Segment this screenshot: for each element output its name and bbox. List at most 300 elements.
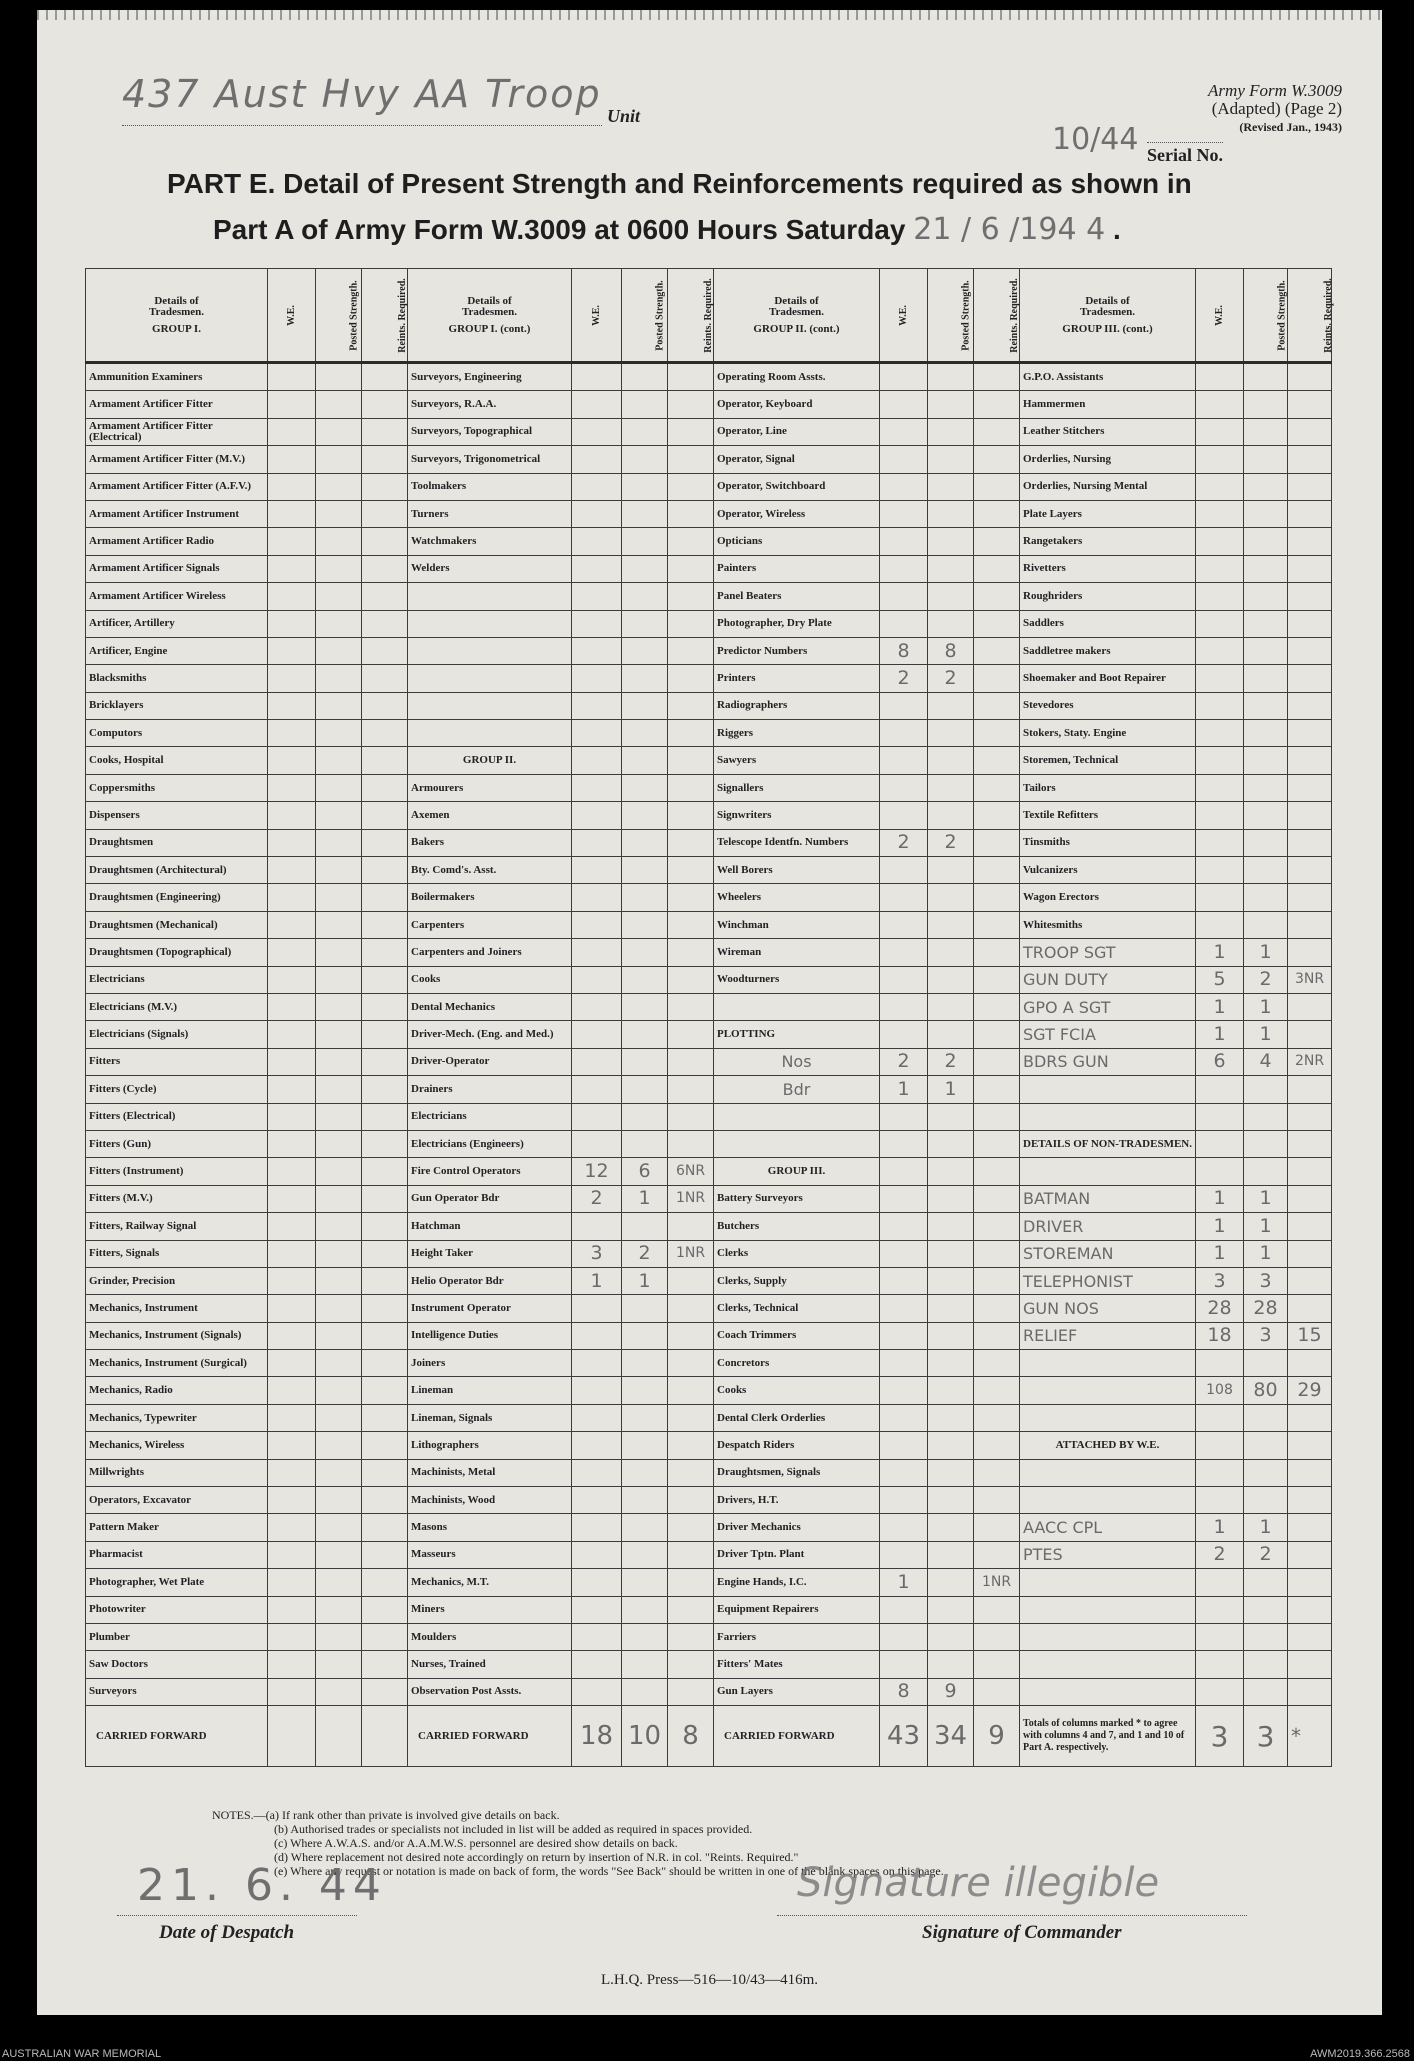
count-cell	[880, 1103, 928, 1130]
count-cell	[572, 583, 622, 610]
count-cell	[1196, 500, 1244, 527]
count-cell	[668, 1514, 714, 1541]
printer-imprint: L.H.Q. Press—516—10/43—416m.	[600, 1972, 819, 1988]
count-cell	[572, 911, 622, 938]
count-cell	[572, 802, 622, 829]
count-cell	[316, 1487, 362, 1514]
count-cell	[928, 1240, 974, 1267]
carried-forward-count: 43	[880, 1706, 928, 1767]
carried-forward-row	[86, 1706, 1332, 1767]
count-cell	[668, 665, 714, 692]
count-cell	[880, 1651, 928, 1678]
count-cell: 28	[1244, 1295, 1288, 1322]
count-cell	[572, 1487, 622, 1514]
count-cell	[268, 1350, 316, 1377]
trade-cell	[408, 692, 572, 719]
count-cell	[668, 1487, 714, 1514]
count-cell	[362, 1076, 408, 1103]
count-cell	[362, 692, 408, 719]
count-cell	[1288, 1295, 1332, 1322]
count-cell	[1244, 500, 1288, 527]
count-cell	[572, 1103, 622, 1130]
count-cell: 2	[928, 1048, 974, 1075]
archive-credit: AUSTRALIAN WAR MEMORIAL	[2, 2048, 162, 2060]
trade-cell: Stevedores	[1020, 692, 1196, 719]
count-cell	[572, 610, 622, 637]
count-cell	[1288, 1596, 1332, 1623]
trade-cell	[1020, 1377, 1196, 1404]
commander-signature: Signature illegible	[797, 1860, 1160, 1906]
count-cell	[1288, 1130, 1332, 1157]
trade-cell	[1020, 1350, 1196, 1377]
trade-cell: Toolmakers	[408, 473, 572, 500]
count-cell	[362, 1596, 408, 1623]
count-cell	[880, 774, 928, 801]
count-cell	[1196, 884, 1244, 911]
count-cell	[928, 720, 974, 747]
count-cell	[1288, 802, 1332, 829]
count-cell: 2	[928, 665, 974, 692]
count-cell	[1244, 1623, 1288, 1650]
trade-cell: Miners	[408, 1596, 572, 1623]
count-cell	[974, 1076, 1020, 1103]
count-cell	[928, 1596, 974, 1623]
count-cell	[880, 1541, 928, 1568]
count-cell	[668, 363, 714, 391]
count-cell	[1244, 774, 1288, 801]
count-cell	[668, 500, 714, 527]
count-cell	[880, 720, 928, 747]
trade-cell: Armament Artificer Wireless	[86, 583, 268, 610]
trade-cell: GUN NOS	[1020, 1295, 1196, 1322]
count-cell	[1196, 720, 1244, 747]
count-cell	[1288, 1432, 1332, 1459]
table-row	[86, 1158, 1332, 1185]
count-cell	[362, 363, 408, 391]
count-cell	[316, 665, 362, 692]
trade-cell: Masseurs	[408, 1541, 572, 1568]
count-cell	[572, 1350, 622, 1377]
trade-cell: Painters	[714, 555, 880, 582]
count-cell	[622, 993, 668, 1020]
trade-cell: Observation Post Assts.	[408, 1678, 572, 1705]
count-cell	[622, 473, 668, 500]
trade-cell: Tailors	[1020, 774, 1196, 801]
count-cell	[622, 500, 668, 527]
trade-cell	[1020, 1623, 1196, 1650]
count-cell	[316, 500, 362, 527]
table-row	[86, 939, 1332, 966]
trade-cell: Butchers	[714, 1213, 880, 1240]
count-cell: 8	[928, 637, 974, 664]
count-cell	[928, 1569, 974, 1596]
count-cell: 2	[1244, 1541, 1288, 1568]
count-cell	[268, 1569, 316, 1596]
count-cell	[880, 993, 928, 1020]
table-row	[86, 1295, 1332, 1322]
count-cell: 29	[1288, 1377, 1332, 1404]
count-cell	[1288, 1514, 1332, 1541]
count-cell	[1244, 665, 1288, 692]
count-cell: 1	[1244, 1240, 1288, 1267]
count-cell	[622, 1048, 668, 1075]
count-cell	[928, 446, 974, 473]
header-line: Details of	[1085, 294, 1130, 307]
count-cell	[268, 1377, 316, 1404]
count-cell: 5	[1196, 966, 1244, 993]
trade-cell: Cooks	[408, 966, 572, 993]
count-cell	[1244, 1103, 1288, 1130]
trade-cell: Well Borers	[714, 857, 880, 884]
count-cell: 6	[622, 1158, 668, 1185]
count-cell	[316, 1596, 362, 1623]
count-cell	[622, 1295, 668, 1322]
trade-cell: Grinder, Precision	[86, 1267, 268, 1294]
count-cell	[974, 1377, 1020, 1404]
table-row	[86, 665, 1332, 692]
table-row	[86, 1487, 1332, 1514]
trade-cell: GPO A SGT	[1020, 993, 1196, 1020]
trade-cell: Armament Artificer Radio	[86, 528, 268, 555]
count-cell	[572, 1678, 622, 1705]
count-cell	[316, 774, 362, 801]
count-cell	[1196, 1158, 1244, 1185]
count-cell	[928, 1213, 974, 1240]
table-row	[86, 391, 1332, 418]
count-cell: 1	[1244, 1021, 1288, 1048]
count-cell	[268, 1651, 316, 1678]
count-cell	[362, 555, 408, 582]
count-cell	[572, 1295, 622, 1322]
count-cell: 2	[622, 1240, 668, 1267]
trade-cell	[1020, 1404, 1196, 1431]
count-cell	[668, 911, 714, 938]
count-cell	[572, 939, 622, 966]
count-cell	[362, 1541, 408, 1568]
trade-cell: PLOTTING	[714, 1021, 880, 1048]
count-cell	[974, 665, 1020, 692]
trade-cell: Surveyors	[86, 1678, 268, 1705]
count-cell	[268, 363, 316, 391]
count-cell	[622, 665, 668, 692]
count-cell: 9	[928, 1678, 974, 1705]
trade-cell: Watchmakers	[408, 528, 572, 555]
count-cell	[362, 966, 408, 993]
count-cell	[268, 1130, 316, 1157]
count-cell	[268, 1514, 316, 1541]
table-row	[86, 1678, 1332, 1705]
table-row	[86, 583, 1332, 610]
count-cell	[1288, 1021, 1332, 1048]
count-cell	[362, 993, 408, 1020]
count-cell	[572, 500, 622, 527]
trade-cell: GROUP III.	[714, 1158, 880, 1185]
count-cell	[572, 363, 622, 391]
count-cell	[668, 1130, 714, 1157]
table-row	[86, 1651, 1332, 1678]
trade-cell: Concretors	[714, 1350, 880, 1377]
count-cell	[1288, 1651, 1332, 1678]
count-cell	[880, 473, 928, 500]
trade-cell: Predictor Numbers	[714, 637, 880, 664]
trade-cell: PTES	[1020, 1541, 1196, 1568]
count-cell	[316, 1377, 362, 1404]
trade-cell: Operator, Wireless	[714, 500, 880, 527]
count-cell	[1288, 993, 1332, 1020]
trade-cell: Opticians	[714, 528, 880, 555]
count-cell	[268, 1487, 316, 1514]
count-cell	[268, 583, 316, 610]
count-cell	[362, 1514, 408, 1541]
count-cell	[928, 583, 974, 610]
count-cell	[362, 829, 408, 856]
count-cell	[362, 884, 408, 911]
trade-cell: DETAILS OF NON-TRADESMEN.	[1020, 1130, 1196, 1157]
count-cell	[362, 1432, 408, 1459]
trade-cell	[1020, 1076, 1196, 1103]
count-cell	[622, 692, 668, 719]
trade-cell: Hatchman	[408, 1213, 572, 1240]
count-cell	[1288, 857, 1332, 884]
count-cell	[928, 473, 974, 500]
trade-cell: Bdr	[714, 1076, 880, 1103]
count-cell	[572, 1596, 622, 1623]
count-cell	[928, 1021, 974, 1048]
count-cell	[268, 1076, 316, 1103]
count-cell	[974, 500, 1020, 527]
note-line: (c) Where A.W.A.S. and/or A.A.M.W.S. personnel are desired show details on back.	[274, 1836, 678, 1850]
count-cell	[268, 637, 316, 664]
table-row	[86, 500, 1332, 527]
count-cell	[622, 1021, 668, 1048]
count-cell	[668, 1651, 714, 1678]
trade-cell: Draughtsmen (Topographical)	[86, 939, 268, 966]
trade-cell	[1020, 1596, 1196, 1623]
count-cell	[928, 1267, 974, 1294]
table-row	[86, 610, 1332, 637]
header-line: GROUP I.	[152, 322, 201, 335]
count-cell	[668, 966, 714, 993]
count-cell	[316, 637, 362, 664]
count-cell	[268, 1432, 316, 1459]
count-cell	[974, 1158, 1020, 1185]
trade-cell: Sawyers	[714, 747, 880, 774]
col-header-posted	[316, 269, 362, 363]
trade-cell: Drainers	[408, 1076, 572, 1103]
count-cell	[1244, 418, 1288, 445]
count-cell	[668, 1295, 714, 1322]
trade-cell: Fitters (Instrument)	[86, 1158, 268, 1185]
count-cell	[622, 1130, 668, 1157]
trade-cell: Fitters	[86, 1048, 268, 1075]
trade-cell: Pattern Maker	[86, 1514, 268, 1541]
trade-cell: Operator, Line	[714, 418, 880, 445]
count-cell	[1244, 1158, 1288, 1185]
note-line: (b) Authorised trades or specialists not included in list will be added as required in spaces provided.	[274, 1822, 753, 1836]
trade-cell: Carpenters	[408, 911, 572, 938]
count-cell	[928, 774, 974, 801]
count-cell	[316, 583, 362, 610]
count-cell	[622, 1459, 668, 1486]
count-cell	[1244, 446, 1288, 473]
count-cell	[668, 1541, 714, 1568]
count-cell	[668, 637, 714, 664]
count-cell	[316, 993, 362, 1020]
col-header-text: Reints. Required.	[1322, 277, 1334, 353]
trade-cell: Electricians	[86, 966, 268, 993]
count-cell	[316, 1623, 362, 1650]
carried-forward-label: CARRIED FORWARD	[86, 1706, 268, 1767]
trade-cell: Cooks	[714, 1377, 880, 1404]
trade-cell	[408, 583, 572, 610]
date-of-despatch-label: Date of Despatch	[159, 1922, 295, 1943]
count-cell	[880, 911, 928, 938]
count-cell	[316, 692, 362, 719]
count-cell	[622, 1404, 668, 1431]
trade-cell: Dental Mechanics	[408, 993, 572, 1020]
count-cell	[268, 1048, 316, 1075]
despatch-date-handwritten: 21. 6. 44	[137, 1860, 387, 1911]
count-cell	[1244, 1569, 1288, 1596]
count-cell	[880, 1459, 928, 1486]
trade-cell: BDRS GUN	[1020, 1048, 1196, 1075]
trade-cell: BATMAN	[1020, 1185, 1196, 1212]
trade-cell	[1020, 1158, 1196, 1185]
count-cell	[622, 637, 668, 664]
trade-cell: Clerks, Technical	[714, 1295, 880, 1322]
trade-cell: Shoemaker and Boot Repairer	[1020, 665, 1196, 692]
count-cell	[668, 1569, 714, 1596]
trade-cell: Fitters (M.V.)	[86, 1185, 268, 1212]
count-cell	[928, 1185, 974, 1212]
count-cell: 3	[1196, 1267, 1244, 1294]
count-cell	[1244, 1596, 1288, 1623]
count-cell	[974, 802, 1020, 829]
count-cell	[1288, 1623, 1332, 1650]
col-header-we	[880, 269, 928, 363]
count-cell	[974, 1021, 1020, 1048]
count-cell	[880, 1487, 928, 1514]
count-cell	[1244, 555, 1288, 582]
count-cell	[572, 391, 622, 418]
carried-forward-count	[362, 1706, 408, 1767]
count-cell	[668, 1213, 714, 1240]
table-row	[86, 857, 1332, 884]
count-cell	[362, 1158, 408, 1185]
count-cell	[928, 692, 974, 719]
trade-cell: Storemen, Technical	[1020, 747, 1196, 774]
trade-cell: Joiners	[408, 1350, 572, 1377]
count-cell	[1196, 1432, 1244, 1459]
trade-cell: Draughtsmen, Signals	[714, 1459, 880, 1486]
count-cell	[928, 747, 974, 774]
count-cell	[668, 583, 714, 610]
trade-cell: Radiographers	[714, 692, 880, 719]
header-line: Tradesmen.	[148, 305, 205, 318]
count-cell	[362, 665, 408, 692]
count-cell	[928, 1350, 974, 1377]
count-cell	[362, 720, 408, 747]
count-cell	[316, 857, 362, 884]
count-cell: 1	[1244, 993, 1288, 1020]
count-cell	[1196, 555, 1244, 582]
count-cell	[362, 911, 408, 938]
count-cell	[572, 555, 622, 582]
table-row	[86, 1569, 1332, 1596]
count-cell	[1196, 446, 1244, 473]
count-cell: 2NR	[1288, 1048, 1332, 1075]
count-cell	[362, 1295, 408, 1322]
header-line: GROUP II. (cont.)	[753, 322, 840, 335]
trade-cell	[714, 1130, 880, 1157]
trade-cell: Vulcanizers	[1020, 857, 1196, 884]
trade-cell: Ammunition Examiners	[86, 363, 268, 391]
carried-forward-count: 3	[1244, 1706, 1288, 1767]
trade-cell: Mechanics, Radio	[86, 1377, 268, 1404]
count-cell	[1288, 1404, 1332, 1431]
count-cell	[974, 637, 1020, 664]
trade-cell: Fitters (Electrical)	[86, 1103, 268, 1130]
perforated-edge	[37, 10, 1382, 20]
col-header-text: Posted Strength.	[654, 279, 666, 351]
trade-cell: Mechanics, Typewriter	[86, 1404, 268, 1431]
count-cell	[880, 1213, 928, 1240]
count-cell: 18	[1196, 1322, 1244, 1349]
count-cell	[974, 1267, 1020, 1294]
count-cell	[928, 528, 974, 555]
trade-cell: Machinists, Metal	[408, 1459, 572, 1486]
trade-cell: ATTACHED BY W.E.	[1020, 1432, 1196, 1459]
trade-cell: Fitters, Railway Signal	[86, 1213, 268, 1240]
trade-cell: Fitters' Mates	[714, 1651, 880, 1678]
trade-cell: Tinsmiths	[1020, 829, 1196, 856]
count-cell	[1244, 1459, 1288, 1486]
trade-cell: Surveyors, Engineering	[408, 363, 572, 391]
trade-cell	[1020, 1459, 1196, 1486]
trade-cell: Draughtsmen (Architectural)	[86, 857, 268, 884]
count-cell	[622, 1651, 668, 1678]
count-cell	[1288, 637, 1332, 664]
table-row	[86, 829, 1332, 856]
count-cell	[268, 1185, 316, 1212]
trade-cell: Electricians (Signals)	[86, 1021, 268, 1048]
count-cell	[362, 500, 408, 527]
trade-cell: Mechanics, Instrument (Surgical)	[86, 1350, 268, 1377]
count-cell	[1288, 1459, 1332, 1486]
trade-cell: Leather Stitchers	[1020, 418, 1196, 445]
count-cell: 1	[1196, 1240, 1244, 1267]
count-cell	[622, 747, 668, 774]
trade-cell: GROUP II.	[408, 747, 572, 774]
count-cell	[268, 857, 316, 884]
trade-cell: Bricklayers	[86, 692, 268, 719]
count-cell	[316, 473, 362, 500]
count-cell	[1288, 911, 1332, 938]
trade-cell: Photographer, Wet Plate	[86, 1569, 268, 1596]
count-cell	[974, 1487, 1020, 1514]
count-cell	[572, 446, 622, 473]
count-cell	[362, 1678, 408, 1705]
trade-cell: Riggers	[714, 720, 880, 747]
count-cell	[1244, 1130, 1288, 1157]
trade-cell: DRIVER	[1020, 1213, 1196, 1240]
col-header-text: W.E.	[285, 304, 297, 326]
trade-cell: RELIEF	[1020, 1322, 1196, 1349]
count-cell	[316, 1295, 362, 1322]
table-row	[86, 1240, 1332, 1267]
header-line: Details of	[154, 294, 199, 307]
count-cell	[572, 1021, 622, 1048]
